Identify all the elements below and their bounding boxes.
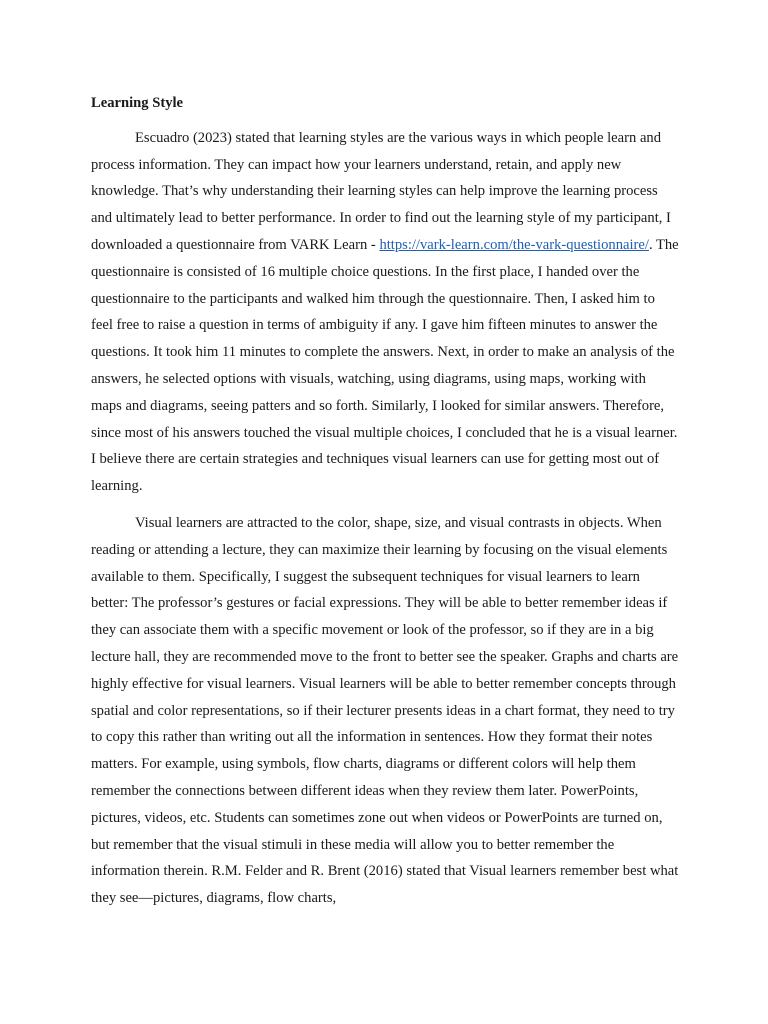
paragraph-visual-learners: Visual learners are attracted to the color, shape, size, and visual contrasts in objects. When reading or attending a lecture, they can maximize their learning by focusing on the visual elements available to them. Specifically, I suggest the subsequent techniques for visual learners to learn better: The professor’s gestures or facial expressions. They will be able to better remember ideas if they can associate them with a specific movement or look of the professor, so if they are in a big lecture hall, they are recommended move to the front to better see the speaker. Graphs and charts are highly effective for visual learners. Visual learners will be able to better remember concepts through spatial and color representations, so if their lecturer presents ideas in a chart format, they need to try to copy this rather than writing out all the information in sentences. How they format their notes matters. For example, using symbols, flow charts, diagrams or different colors will help them remember the connections between different ideas when they review them later. PowerPoints, pictures, videos, etc. Students can sometimes zone out when videos or PowerPoints are turned on, but remember that the visual stimuli in these media will allow you to better remember the information therein. R.M. Felder and R. Brent (2016) stated that Visual learners remember best what they see—pictures, diagrams, flow charts, [91, 514, 679, 907]
document-body [91, 90, 679, 922]
section-heading: Learning Style [91, 95, 184, 111]
paragraph-1-text-before-link: Escuadro (2023) stated that learning styles are the various ways in which people learn and process information. They can impact how your learners understand, retain, and apply new knowledge. That’s why understanding their learning styles can help improve the learning process and ultimately lead to better performance. In order to find out the learning style of my participant, I downloaded a questionnaire from VARK Learn - [91, 129, 671, 253]
paragraph-1-text-after-link: . The questionnaire is consisted of 16 multiple choice questions. In the first place, I handed over the questionnaire to the participants and walked him through the questionnaire. Then, I asked him to feel free to raise a question in terms of ambiguity if any. I gave him fifteen minutes to answer the questions. It took him 11 minutes to complete the answers. Next, in order to make an analysis of the answers, he selected options with visuals, watching, using diagrams, using maps, working with maps and diagrams, seeing patters and so forth. Similarly, I looked for similar answers. Therefore, since most of his answers touched the visual multiple choices, I concluded that he is a visual learner. I believe there are certain strategies and techniques visual learners can use for getting most out of learning. [91, 236, 679, 495]
paragraph-vark-analysis [91, 125, 679, 500]
vark-questionnaire-link[interactable]: https://vark-learn.com/the-vark-questionnaire/ [379, 236, 649, 253]
